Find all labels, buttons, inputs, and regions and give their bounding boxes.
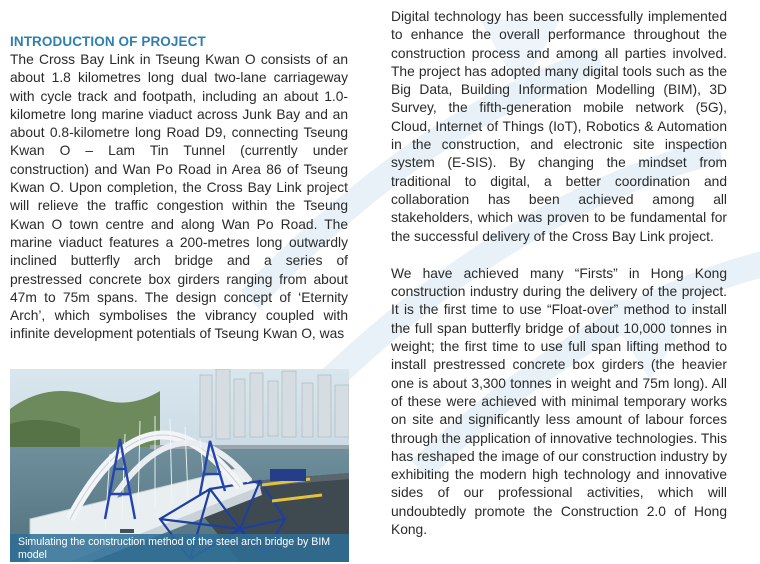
digital-technology-paragraph: Digital technology has been successfully implemented to enhance the overall performance throughout the construction process and among all parties involved. The project has adopted many digital tools such as the Big Data, Building Information Modelling (BIM), 3D Survey, the fifth-generation mobile network (5G), Cloud, Internet of Things (IoT), Robotics & Automation in the construction, and electronic site inspection system (E-SIS). By changing the mindset from traditional to digital, a better coordination and collaboration has been achieved among all stakeholders, which was proven to be fundamental for the successful delivery of the Cross Bay Link project. xyxy=(391,9,727,244)
figure-caption: Simulating the construction method of the steel arch bridge by BIM model xyxy=(10,534,349,562)
intro-column xyxy=(10,34,348,344)
digital-technology-column xyxy=(391,8,727,539)
bim-model-figure xyxy=(10,369,349,562)
section-title: INTRODUCTION OF PROJECT xyxy=(10,34,206,49)
intro-paragraph: The Cross Bay Link in Tseung Kwan O consists of an about 1.8 kilometres long dual two-lane carriageway with cycle track and footpath, including an about 1.0-kilometre long marine viaduct across Junk Bay and an about 0.8-kilometre long Road D9, connecting Tseung Kwan O – Lam Tin Tunnel (currently under construction) and Wan Po Road in Area 86 of Tseung Kwan O. Upon completion, the Cross Bay Link project will relieve the traffic congestion within the Tseung Kwan O town centre and along Wan Po Road. The marine viaduct features a 200-metres long outwardly inclined butterfly arch bridge and a series of prestressed concrete box girders ranging from about 47m to 75m spans. The design concept of ‘Eternity Arch’, which symbolises the vibrancy coupled with infinite development potentials of Tseung Kwan O, was xyxy=(10,52,348,342)
firsts-paragraph: We have achieved many “Firsts” in Hong Kong construction industry during the delivery of the project. It is the first time to use “Float-over” method to install the full span butterfly bridge of about 10,000 tonnes in weight; the first time to use full span lifting method to install prestressed concrete box girders (the heavier one is about 3,300 tonnes in weight and 75m long). All of these were achieved with minimal temporary works on site and significantly less amount of labour forces through the application of innovative technologies. This has reshaped the image of our construction industry by exhibiting the modern high technology and innovative sides of our professional activities, which will undoubtedly promote the Construction 2.0 of Hong Kong. xyxy=(391,265,727,538)
